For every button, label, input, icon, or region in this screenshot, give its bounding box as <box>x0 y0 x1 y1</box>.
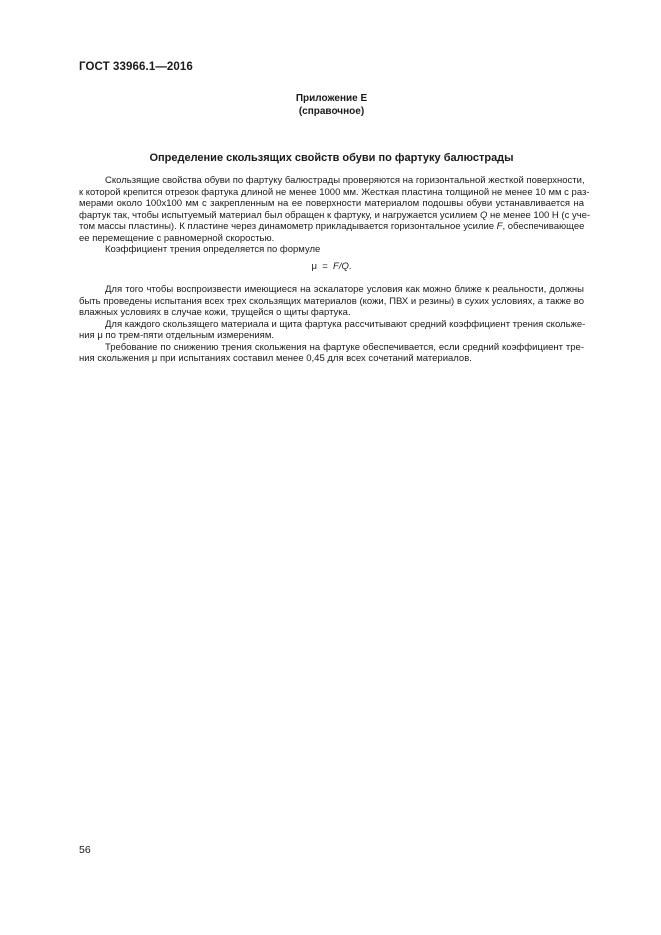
paragraph-5-line-1: Требование по снижению трения скольжения на фартуке обеспечивается, если средний коэффициент тре- <box>105 341 584 353</box>
annex-heading <box>79 92 584 118</box>
paragraph-5-line-2: ния скольжения μ при испытаниях составил менее 0,45 для всех сочетаний материалов. <box>79 353 472 364</box>
document-standard-code: ГОСТ 33966.1—2016 <box>79 61 193 73</box>
variable-f: F <box>496 221 503 232</box>
paragraph-4-line-1: Для каждого скользящего материала и щита фартука рассчитывают средний коэффициент трения скольже- <box>105 318 586 330</box>
paragraph-1-line-4 <box>79 209 591 222</box>
text-fragment: фартук так, чтобы испытуемый материал был обращен к фартуку, и нагружается усилием <box>79 209 480 221</box>
variable-q: Q <box>479 209 488 221</box>
document-body <box>79 175 591 365</box>
annex-type: (справочное) <box>298 106 365 117</box>
text-fragment: , обеспечивающее <box>502 221 585 232</box>
paragraph-1-line-2: к которой крепится отрезок фартука длиной не менее 1000 мм. Жесткая пластина толщиной не менее 10 мм с раз- <box>79 186 590 198</box>
paragraph-1-line-5 <box>79 221 584 233</box>
annex-label: Приложение Е <box>295 93 368 104</box>
formula-lhs: μ = <box>311 260 334 272</box>
annex-title: Определение скользящих свойств обуви по фартуку балюстрады <box>149 152 514 164</box>
paragraph-1-line-6: ее перемещение с равномерной скоростью. <box>79 232 275 244</box>
paragraph-3-line-3: влажных условиях в случае кожи, трущейся о щиты фартука. <box>79 307 351 318</box>
formula-rhs: F/Q <box>333 260 349 272</box>
text-fragment: том массы пластины). К пластине через динамометр прикладывается горизонтальное усилие <box>79 221 497 232</box>
paragraph-2-line-1: Коэффициент трения определяется по формуле <box>105 244 321 255</box>
paragraph-1-line-1: Скользящие свойства обуви по фартуку балюстрады проверяются на горизонтальной жесткой поверхности, <box>105 175 585 186</box>
text-fragment: не менее 100 Н (с уче- <box>487 209 591 221</box>
paragraph-3-line-2: быть проведены испытания всех трех скользящих материалов (кожи, ПВХ и резины) в сухих условиях, а также во <box>79 295 584 307</box>
paragraph-1-line-3: мерами около 100х100 мм с закрепленным на ее поверхности материалом подошвы обуви устанавливается на <box>79 198 584 209</box>
formula-end: . <box>348 260 352 272</box>
friction-formula <box>79 261 584 273</box>
paragraph-4-line-2: ния μ по трем-пяти отдельным измерениям. <box>79 330 274 341</box>
paragraph-3-line-1: Для того чтобы воспроизвести имеющиеся на эскалаторе условия как можно ближе к реальности, должны <box>105 284 584 295</box>
page-number: 56 <box>79 844 91 856</box>
